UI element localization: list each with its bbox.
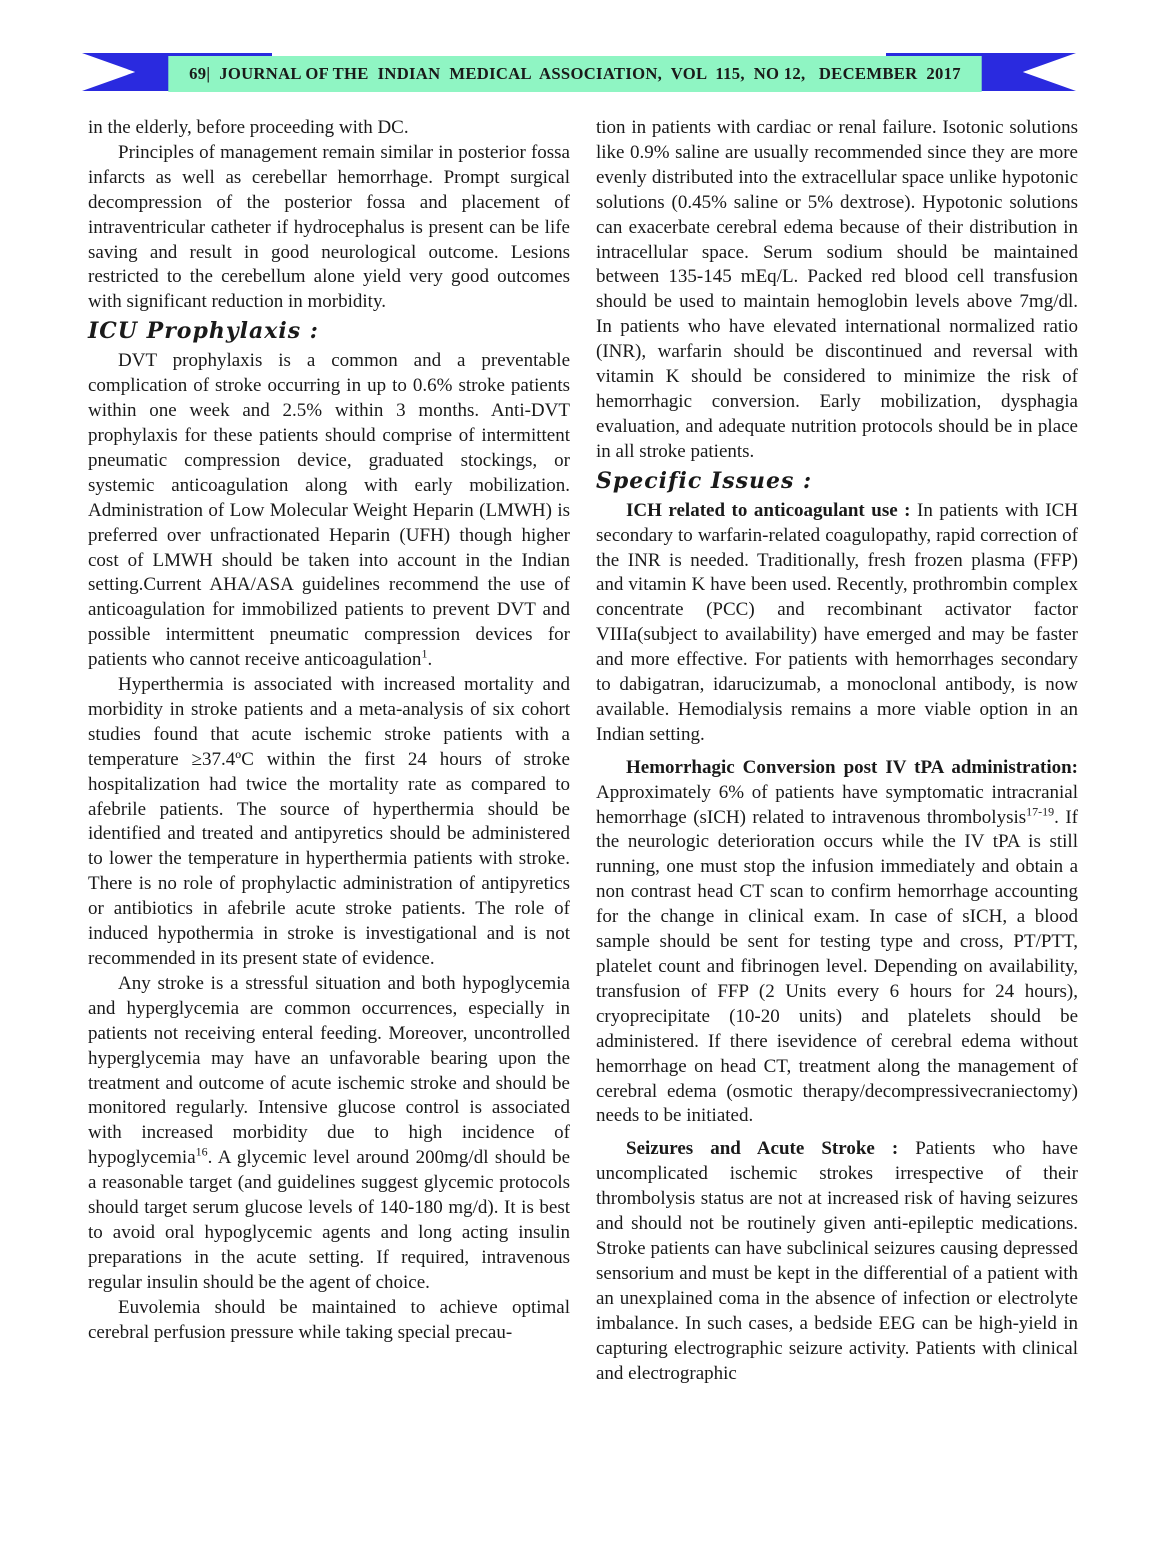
paragraph: tion in patients with cardiac or renal failure. Isotonic solutions like 0.9% saline are usually recommended since they are more evenly distributed into the extracellular space unlike hypotonic solutions (0.45% saline or 5% dextrose). Hypotonic solutions can exacerbate cerebral edema because of their distribution in intracellular space. Serum sodium should be maintained between 135-145 mEq/L. Packed red blood cell transfusion should be used to maintain hemoglobin levels above 7mg/dl. In patients who have elevated international normalized ratio (INR), warfarin should be discontinued and reversal with vitamin K should be considered to minimize the risk of hemorrhagic conversion. Early mobilization, dysphagia evaluation, and adequate nutrition protocols should be in place in all stroke patients. xyxy=(596,117,1078,462)
subheading: ICH related to anticoagulant use : xyxy=(626,499,911,521)
paragraph-text: Approximately 6% of patients have symptomatic intracranial hemorrhage (sICH) related to intravenous thrombolysis xyxy=(596,781,1078,828)
section-heading-specific-issues: Specific Issues : xyxy=(596,467,813,494)
paragraph: in the elderly, before proceeding with DC. xyxy=(88,117,409,138)
left-column xyxy=(88,116,570,1346)
paragraph-text: . If the neurologic deterioration occurs while the IV tPA is still running, one must stop the infusion immediately and obtain a non contrast head CT scan to confirm hemorrhage accounting for the change in clinical exam. In case of sICH, a blood sample should be sent for testing type and cross, PT/PTT, platelet count and fibrinogen level. Depending on availability, transfusion of FFP (2 Units every 6 hours for 24 hours), cryoprecipitate (10-20 units) and platelets should be administered. If there isevidence of cerebral edema without hemorrhage on head CT, treatment along the management of cerebral edema (osmotic therapy/decompressivecraniectomy) needs to be initiated. xyxy=(596,806,1079,1127)
paragraph: Euvolemia should be maintained to achieve optimal cerebral perfusion pressure while taking special precau- xyxy=(88,1296,570,1343)
paragraph xyxy=(88,349,570,673)
subheading: Seizures and Acute Stroke : xyxy=(626,1138,899,1160)
citation: 1 xyxy=(421,646,428,661)
subheading: Hemorrhagic Conversion post IV tPA administration: xyxy=(626,756,1078,778)
paragraph-text: . xyxy=(427,649,433,671)
section-heading-icu-prophylaxis: ICU Prophylaxis : xyxy=(88,318,319,345)
citation: 16 xyxy=(195,1144,208,1159)
paragraph: Hyperthermia is associated with increased mortality and morbidity in stroke patients and a meta-analysis of six cohort studies found that acute ischemic stroke patients with a temperature ≥37.4ºC within the first 24 hours of stroke hospitalization had twice the mortality rate as compared to afebrile patients. The source of hyperthermia should be identified and treated and antipyretics should be administered to lower the temperature in hyperthermia patients with stroke. There is no role of prophylactic administration of antipyretics or antibiotics in afebrile acute stroke patients. The role of induced hypothermia in stroke is investigational and is not recommended in its present state of evidence. xyxy=(88,674,570,969)
citation: 17-19 xyxy=(1026,804,1055,819)
paragraph-text: DVT prophylaxis is a common and a preventable complication of stroke occurring in up to 0.6% stroke patients within one week and 2.5% within 3 months. Anti-DVT prophylaxis for these patients should comprise of intermittent pneumatic compression device, graduated stockings, or systemic anticoagulation along with early mobilization. Administration of Low Molecular Weight Heparin (LMWH) is preferred over unfractionated Heparin (UFH) though higher cost of LMWH should be taken into account in the Indian setting.Current AHA/ASA guidelines recommend the use of anticoagulation for immobilized patients to prevent DVT and possible intermittent pneumatic compression devices for patients who cannot receive anticoagulation xyxy=(88,350,570,671)
paragraph xyxy=(596,756,1078,1130)
paragraph-text: . A glycemic level around 200mg/dl should be a reasonable target (and guidelines suggest glycemic protocols should target serum glucose levels of 140-180 mg/d). It is best to avoid oral hypoglycemic agents and long acting insulin preparations in the acute setting. If required, intravenous regular insulin should be the agent of choice. xyxy=(88,1147,570,1293)
paragraph: Principles of management remain similar in posterior fossa infarcts as well as cerebellar hemorrhage. Prompt surgical decompression of the posterior fossa and placement of intraventricular catheter if hydrocephalus is present can be life saving and result in good neurological outcome. Lesions restricted to the cerebellum alone yield very good outcomes with significant reduction in morbidity. xyxy=(88,141,570,313)
paragraph xyxy=(596,1137,1078,1386)
paragraph-text: In patients with ICH secondary to warfarin-related coagulopathy, rapid correction of the INR is needed. Traditionally, fresh frozen plasma (FFP) and vitamin K have been used. Recently, prothrombin complex concentrate (PCC) and recombinant activator factor VIIIa(subject to availability) have emerged and may be faster and more effective. For patients with hemorrhages secondary to dabigatran, idarucizumab, a monoclonal antibody, is now available. Hemodialysis remains a more viable option in an Indian setting. xyxy=(596,499,1078,745)
paragraph-text: Any stroke is a stressful situation and both hypoglycemia and hyperglycemia are common occurrences, especially in patients not receiving enteral feeding. Moreover, uncontrolled hyperglycemia may have an unfavorable bearing upon the treatment and outcome of acute ischemic stroke and should be monitored regularly. Intensive glucose control is associated with increased morbidity due to high incidence of hypoglycemia xyxy=(88,972,570,1169)
paragraph xyxy=(596,499,1078,748)
right-column xyxy=(596,116,1078,1386)
paragraph xyxy=(88,972,570,1296)
journal-header: 69| JOURNAL OF THE INDIAN MEDICAL ASSOCIATION, VOL 115, NO 12, DECEMBER 2017 xyxy=(168,56,981,92)
paragraph-text: Patients who have uncomplicated ischemic strokes irrespective of their thrombolysis status are not at increased risk of having seizures and should not be routinely given anti-epileptic medications. Stroke patients can have subclinical seizures causing depressed sensorium and must be kept in the differential of a patient with an unexplained coma in the absence of infection or electrolyte imbalance. In such cases, a bedside EEG can be high-yield in capturing electrographic seizure activity. Patients with clinical and electrographic xyxy=(596,1138,1078,1384)
